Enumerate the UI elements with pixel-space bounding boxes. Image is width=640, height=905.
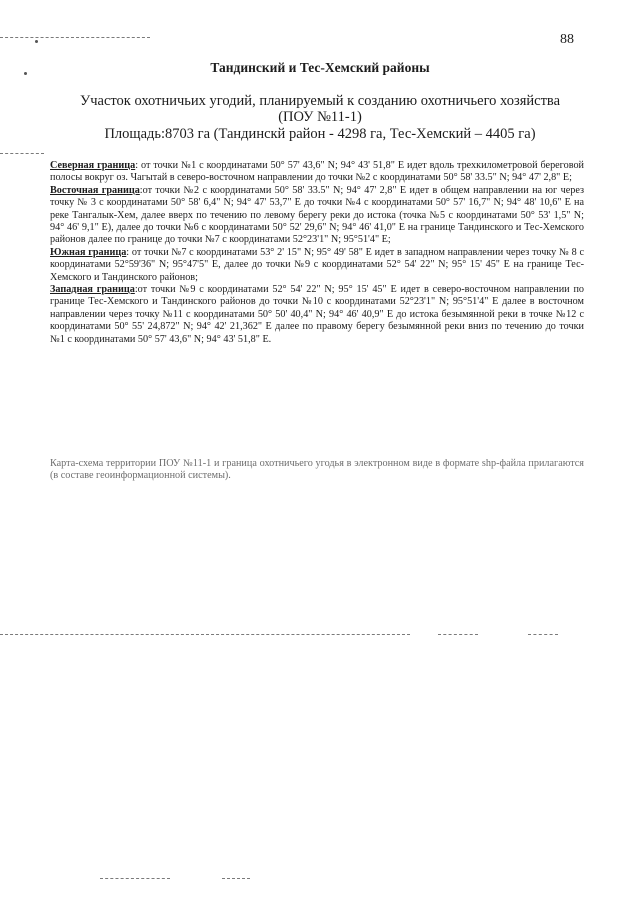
subtitle-line-3: Площадь:8703 га (Тандинскй район - 4298 га, Тес-Хемский – 4405 га) xyxy=(104,126,536,142)
scan-speck xyxy=(35,40,38,43)
page-number: 88 xyxy=(560,32,574,47)
north-boundary-text: : от точки №1 с координатами 50° 57' 43,6" N; 94° 43' 51,8" E идет вдоль трехкилометровой береговой полосы вокруг оз. Чагытай в северо-восточном направлении до точки №2 с координатами 50° 58' 33.5" N; 94° 47' 2,8" E; xyxy=(50,160,584,184)
map-attachment-note: Карта-схема территории ПОУ №11-1 и граница охотничьего угодья в электронном виде в формате shp-файла прилагаются (в составе геоинформационной системы). xyxy=(50,458,584,482)
south-boundary-text: : от точки №7 с координатами 53° 2' 15" N; 95° 49' 58" E идет в западном направлении через точку № 8 с координатами 52°59'36" N; 95°47'5" E, далее до точки №9 с координатами 52° 54' 22" N; 95° 15' 45" E на границе Тес-Хемского и Тандинского районов; xyxy=(50,246,584,283)
west-boundary-text: :от точки №9 с координатами 52° 54' 22" N; 95° 15' 45" E идет в северо-восточном направлении по границе Тес-Хемского и Тандинского районов до точки №10 с координатами 52°23'1" N; 95°51'4" E далее в восточном направлении через точку №11 с координатами 50° 50' 40,4" N; 94° 46' 40,9" E до истока безымянной реки в точке №12 с координатами 50° 55' 24,872" N; 94° 42' 21,362" E далее по правому берегу безымянной реки вниз по течению до точки №1 с координатами 50° 57' 43,6" N; 94° 43' 51,8" E. xyxy=(50,284,584,345)
scan-dash-line xyxy=(528,634,558,635)
boundaries-description xyxy=(50,160,584,346)
east-boundary-heading: Восточная граница xyxy=(50,184,140,196)
west-boundary-paragraph xyxy=(50,284,584,346)
west-boundary-heading: Западная граница xyxy=(50,284,135,296)
scan-dash-line xyxy=(0,634,410,635)
south-boundary-heading: Южная граница xyxy=(50,246,127,258)
east-boundary-text: :от точки №2 с координатами 50° 58' 33.5" N; 94° 47' 2,8" E идет в общем направлении на юг через точку № 3 с координатами 50° 58' 6,4" N; 94° 47' 53,7" E до точки №4 с координатами 50° 57' 16,7" N; 94° 48' 10,6" E на реке Тангалык-Хем, далее вверх по течению по левому берегу реки до истока (точка №5 с координатами 50° 53' 1,5" N; 94° 46' 9,1" E), далее до точки №6 с координатами 50° 52' 29,6" N; 94° 46' 41,0" E на границе Тандинского и Тес-Хемского районов далее по границе до точки №7 с координатами 52°23'1" N; 95°51'4" E; xyxy=(50,184,584,246)
scan-dash-line xyxy=(100,878,170,879)
subtitle-line-2: (ПОУ №11-1) xyxy=(278,109,362,125)
east-boundary-paragraph xyxy=(50,185,584,247)
north-boundary-paragraph xyxy=(50,160,584,185)
scan-dash-line xyxy=(0,37,150,38)
scan-dash-line xyxy=(0,153,44,154)
scan-dash-line xyxy=(222,878,250,879)
page-title: Тандинский и Тес-Хемский районы xyxy=(210,60,430,75)
north-boundary-heading: Северная граница xyxy=(50,160,136,171)
scan-dash-line xyxy=(438,634,478,635)
subtitle-line-1: Участок охотничьих угодий, планируемый к созданию охотничьего хозяйства xyxy=(79,93,561,109)
south-boundary-paragraph xyxy=(50,247,584,284)
